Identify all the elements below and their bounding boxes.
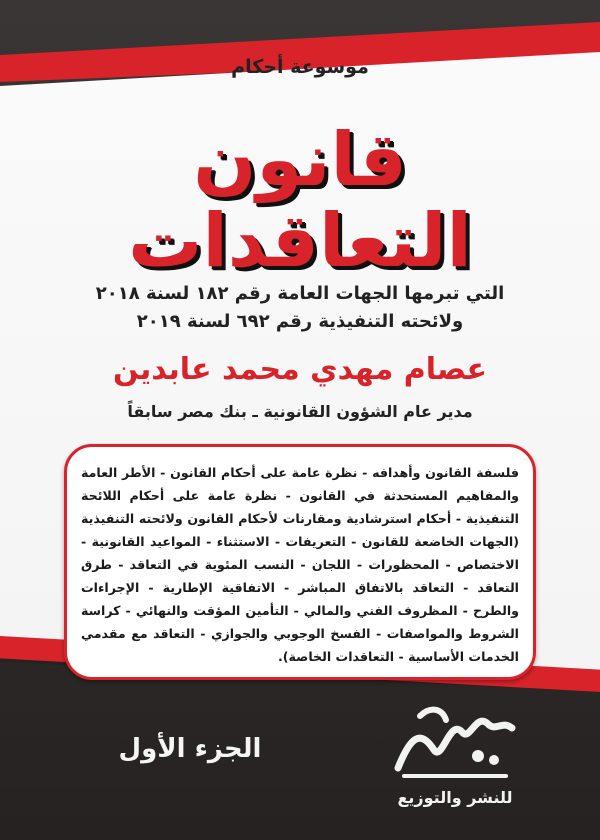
series-name: موسوعة أحكام [231, 56, 369, 78]
volume-label: الجزء الأول [118, 734, 262, 764]
publisher-tagline: للنشر والتوزيع [397, 788, 513, 807]
subtitle-line-2: ولائحته التنفيذية رقم ٦٩٢ لسنة ٢٠١٩ [136, 310, 464, 332]
topics-box [64, 444, 536, 680]
subtitle-line-1: التي تبرمها الجهات العامة رقم ١٨٢ لسنة ٢٠١٨ [95, 283, 505, 304]
book-subtitle [60, 280, 540, 336]
author-name: عصام مهدي محمد عابدين [112, 352, 488, 387]
book-title: قانون التعاقدات [128, 117, 472, 285]
topics-text: فلسفة القانون وأهدافه - نظرة عامة على أحكام القانون - الأطر العامة والمفاهيم المستحدثة في القانون - نظرة عامة على أحكام اللائحة التنفيذية - أحكام استرشادية ومقارنات لأحكام القانون ولائحته التنفيذية (الجهات الخاضعة للقانون - التعريفات - الاستثناء - المواعيد القانونية - الاختصاص - المحظورات - اللجان - النسب المئوية في التعاقد - طرق التعاقد - التعاقد بالاتفاق المباشر - الاتفاقية الإطارية - الإجراءات والطرح - المظروف الفني والمالي - التأمين المؤقت والنهائي - كراسة الشروط والمواصفات - الفسخ الوجوبي والجوازي - التعاقد مع مقدمي الخدمات الأساسية - التعاقدات الخاصة). [81, 465, 519, 664]
publisher-logo [390, 698, 520, 782]
author-role: مدير عام الشؤون القانونية ـ بنك مصر سابقاً [127, 402, 473, 421]
